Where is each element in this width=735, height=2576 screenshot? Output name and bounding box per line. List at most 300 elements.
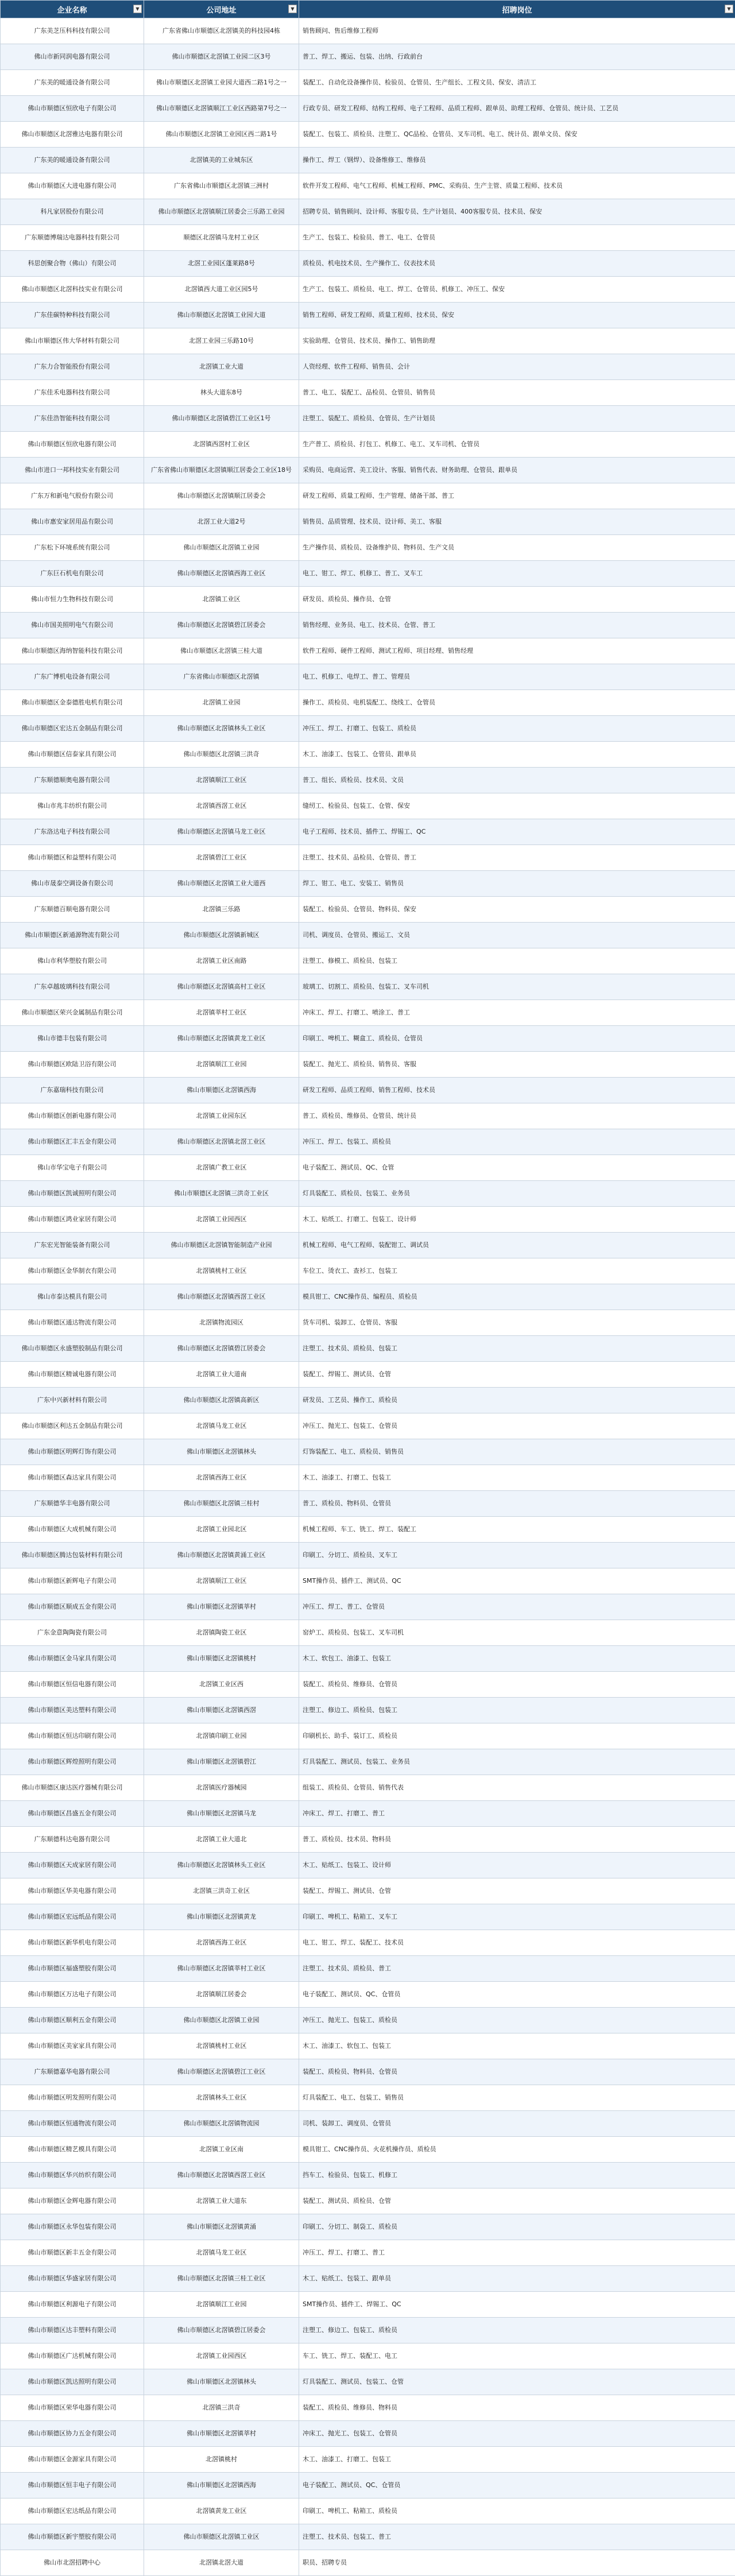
address-cell[interactable]: 北滘镇陶瓷工业区 [144, 1620, 299, 1646]
positions-cell[interactable]: 装配工、抛光工、质检员、销售员、客服 [299, 1052, 735, 1078]
company-cell[interactable]: 佛山市顺德区伟大华材料有限公司 [1, 328, 144, 354]
positions-cell[interactable]: 注塑工、修边工、包装工、质检员 [299, 2318, 735, 2343]
company-cell[interactable]: 广东佳碳特种科技有限公司 [1, 303, 144, 328]
positions-cell[interactable]: 生产操作员、质检员、设备维护员、物料员、生产文员 [299, 535, 735, 561]
address-cell[interactable]: 北滘镇西海工业区 [144, 1930, 299, 1956]
positions-cell[interactable]: 模具钳工、CNC操作员、火花机操作员、质检员 [299, 2137, 735, 2163]
company-cell[interactable]: 佛山市顺德区凯诚照明有限公司 [1, 1181, 144, 1207]
company-cell[interactable]: 佛山市顺德区恒欣电器有限公司 [1, 432, 144, 458]
address-cell[interactable]: 佛山市顺德区北滘镇碧江 [144, 1749, 299, 1775]
address-cell[interactable]: 北滘镇三洪奇工业区 [144, 1878, 299, 1904]
address-cell[interactable]: 北滘镇医疗器械园 [144, 1775, 299, 1801]
positions-cell[interactable]: 普工、质检员、维修员、仓管员、统计员 [299, 1103, 735, 1129]
positions-cell[interactable]: 装配工、质检员、物料员、仓管员 [299, 2059, 735, 2085]
positions-cell[interactable]: 冲压工、抛光工、包装工、仓管员 [299, 1413, 735, 1439]
address-cell[interactable]: 北滘镇桃村 [144, 2447, 299, 2473]
positions-cell[interactable]: 研发员、工艺员、操作工、质检员 [299, 1388, 735, 1413]
positions-cell[interactable]: 电工、机修工、电焊工、普工、管理员 [299, 664, 735, 690]
company-cell[interactable]: 佛山市顺德区恒达印刷有限公司 [1, 1723, 144, 1749]
positions-cell[interactable]: 机械工程师、电气工程师、装配钳工、调试员 [299, 1233, 735, 1258]
address-cell[interactable]: 北滘镇顺江居委会 [144, 1982, 299, 2008]
company-cell[interactable]: 佛山市顺德区精诚电器有限公司 [1, 1362, 144, 1388]
company-cell[interactable]: 广东中兴新材料有限公司 [1, 1388, 144, 1413]
company-cell[interactable]: 佛山市顺德区通达物流有限公司 [1, 1310, 144, 1336]
address-cell[interactable]: 佛山市顺德区北滘镇西海 [144, 2473, 299, 2498]
company-cell[interactable]: 佛山市顺德区万达电子有限公司 [1, 1982, 144, 2008]
address-cell[interactable]: 北滘镇工业园东区 [144, 1103, 299, 1129]
positions-cell[interactable]: 注塑工、技术员、品检员、仓管员、普工 [299, 845, 735, 871]
company-cell[interactable]: 广东宏光智能装备有限公司 [1, 1233, 144, 1258]
company-cell[interactable]: 广东洛达电子科技有限公司 [1, 819, 144, 845]
positions-cell[interactable]: 冲压工、抛光工、包装工、质检员 [299, 2008, 735, 2033]
address-cell[interactable]: 佛山市顺德区北滘镇三桂工业区 [144, 2266, 299, 2292]
company-cell[interactable]: 佛山市顺德区辉煌照明有限公司 [1, 1749, 144, 1775]
company-cell[interactable]: 佛山市顺德区和益塑料有限公司 [1, 845, 144, 871]
company-cell[interactable]: 广东美的暖通设备有限公司 [1, 148, 144, 173]
company-cell[interactable]: 佛山市国美照明电气有限公司 [1, 613, 144, 638]
address-cell[interactable]: 佛山市顺德区北滘镇工业园区西二路1号 [144, 122, 299, 148]
company-cell[interactable]: 广东巨石机电有限公司 [1, 561, 144, 587]
address-cell[interactable]: 佛山市顺德区北滘镇桃村 [144, 1646, 299, 1672]
company-cell[interactable]: 佛山市顺德区金源家具有限公司 [1, 2447, 144, 2473]
address-cell[interactable]: 北滘镇工业大道北 [144, 1827, 299, 1853]
filter-dropdown-icon[interactable]: ▼ [725, 5, 733, 13]
address-cell[interactable]: 北滘镇物流园区 [144, 1310, 299, 1336]
company-cell[interactable]: 佛山市顺德区顺成五金有限公司 [1, 1594, 144, 1620]
company-cell[interactable]: 佛山市新同润电器有限公司 [1, 44, 144, 70]
positions-cell[interactable]: 印刷工、分切工、质检员、叉车工 [299, 1543, 735, 1568]
address-cell[interactable]: 北滘镇工业大道东 [144, 2188, 299, 2214]
positions-cell[interactable]: 生产工、包装工、质检员、电工、焊工、仓管员、机修工、冲压工、保安 [299, 277, 735, 303]
positions-cell[interactable]: 装配工、质检员、维修员、仓管员 [299, 1672, 735, 1698]
positions-cell[interactable]: 普工、质检员、技术员、物料员 [299, 1827, 735, 1853]
company-cell[interactable]: 佛山市顺德区宏达五金制品有限公司 [1, 716, 144, 742]
address-cell[interactable]: 北滘镇三乐路 [144, 897, 299, 923]
company-cell[interactable]: 广东佳浩智能科技有限公司 [1, 406, 144, 432]
address-cell[interactable]: 佛山市顺德区北滘镇碧江工业区 [144, 2059, 299, 2085]
company-cell[interactable]: 佛山市惠安家居用品有限公司 [1, 509, 144, 535]
address-cell[interactable]: 北滘镇工业园西区 [144, 1207, 299, 1233]
address-cell[interactable]: 北滘镇西海工业区 [144, 1465, 299, 1491]
address-cell[interactable]: 佛山市顺德区北滘镇三桂大道 [144, 638, 299, 664]
address-cell[interactable]: 北滘镇马龙工业区 [144, 1413, 299, 1439]
address-cell[interactable]: 北滘镇林头工业区 [144, 2085, 299, 2111]
company-cell[interactable]: 佛山市顺德区大成机械有限公司 [1, 1517, 144, 1543]
positions-cell[interactable]: 灯具装配工、测试员、包装工、仓管 [299, 2369, 735, 2395]
company-cell[interactable]: 佛山市德丰包装有限公司 [1, 1026, 144, 1052]
positions-cell[interactable]: 冲压工、焊工、普工、仓管员 [299, 1594, 735, 1620]
positions-cell[interactable]: 注塑工、技术员、质检员、普工 [299, 1956, 735, 1982]
positions-cell[interactable]: 招聘专员、销售顾问、设计师、客服专员、生产计划员、400客服专员、技术员、保安 [299, 199, 735, 225]
positions-cell[interactable]: 销售经理、业务员、电工、技术员、仓管、普工 [299, 613, 735, 638]
address-cell[interactable]: 佛山市顺德区北滘镇林头 [144, 2369, 299, 2395]
company-cell[interactable]: 佛山市顺德区宏达纸品有限公司 [1, 2498, 144, 2524]
address-cell[interactable]: 北滘镇工业园西区 [144, 2343, 299, 2369]
positions-cell[interactable]: 软件开发工程师、电气工程师、机械工程师、PMC、采购员、生产主管、质量工程师、技术员 [299, 173, 735, 199]
address-cell[interactable]: 佛山市顺德区北滘镇工业大道西 [144, 871, 299, 897]
filter-dropdown-icon[interactable]: ▼ [133, 5, 142, 13]
company-cell[interactable]: 佛山市顺德区北滘科技实业有限公司 [1, 277, 144, 303]
positions-cell[interactable]: 印刷工、分切工、制袋工、质检员 [299, 2214, 735, 2240]
address-cell[interactable]: 佛山市顺德区北滘镇莘村 [144, 2421, 299, 2447]
company-cell[interactable]: 佛山市顺德区金辉电器有限公司 [1, 2188, 144, 2214]
address-cell[interactable]: 佛山市顺德区北滘镇工业园 [144, 2008, 299, 2033]
address-cell[interactable]: 佛山市顺德区北滘镇北滘工业区 [144, 1129, 299, 1155]
filter-dropdown-icon[interactable]: ▼ [288, 5, 297, 13]
company-cell[interactable]: 广东卓越玻璃科技有限公司 [1, 974, 144, 1000]
positions-cell[interactable]: 注塑工、修边工、质检员、包装工 [299, 1698, 735, 1723]
address-cell[interactable]: 北滘镇工业区 [144, 587, 299, 613]
address-cell[interactable]: 佛山市顺德区北滘镇黄龙 [144, 1904, 299, 1930]
company-cell[interactable]: 广东美的暖通设备有限公司 [1, 70, 144, 96]
positions-cell[interactable]: 生产普工、质检员、打包工、机修工、电工、叉车司机、仓管员 [299, 432, 735, 458]
address-cell[interactable]: 北滘镇顺江工业区 [144, 768, 299, 793]
positions-cell[interactable]: 印刷工、啤机工、糊盒工、质检员、仓管员 [299, 1026, 735, 1052]
positions-cell[interactable]: 缝纫工、检验员、包装工、仓管、保安 [299, 793, 735, 819]
company-cell[interactable]: 佛山市泰达模具有限公司 [1, 1284, 144, 1310]
positions-cell[interactable]: 冲压工、焊工、打磨工、包装工、质检员 [299, 716, 735, 742]
positions-cell[interactable]: 木工、软包工、油漆工、包装工 [299, 1646, 735, 1672]
address-cell[interactable]: 北滘镇工业园 [144, 690, 299, 716]
positions-cell[interactable]: 注塑工、技术员、包装工、普工 [299, 2524, 735, 2550]
address-cell[interactable]: 佛山市顺德区北滘镇碧江居委会 [144, 613, 299, 638]
company-cell[interactable]: 广东顺德顺奥电器有限公司 [1, 768, 144, 793]
positions-cell[interactable]: 电子装配工、测试员、QC、仓管员 [299, 1982, 735, 2008]
positions-cell[interactable]: 木工、贴纸工、打磨工、包装工、设计师 [299, 1207, 735, 1233]
company-cell[interactable]: 佛山市顺德区凯达照明有限公司 [1, 2369, 144, 2395]
company-cell[interactable]: 科思创聚合物（佛山）有限公司 [1, 251, 144, 277]
address-cell[interactable]: 佛山市顺德区北滘镇碧江工业区1号 [144, 406, 299, 432]
company-cell[interactable]: 佛山市顺德区天成家居有限公司 [1, 1853, 144, 1878]
positions-cell[interactable]: 销售顾问、售后维修工程师 [299, 18, 735, 44]
positions-cell[interactable]: 注塑工、修模工、质检员、包装工 [299, 948, 735, 974]
positions-cell[interactable]: 注塑工、技术员、质检员、包装工 [299, 1336, 735, 1362]
company-cell[interactable]: 佛山市顺德区华盛家居有限公司 [1, 2266, 144, 2292]
company-cell[interactable]: 佛山市顺德区明发照明有限公司 [1, 2085, 144, 2111]
positions-cell[interactable]: 普工、组长、质检员、技术员、文员 [299, 768, 735, 793]
company-cell[interactable]: 佛山市利华塑胶有限公司 [1, 948, 144, 974]
company-cell[interactable]: 佛山市顺德区恒丰电子有限公司 [1, 2473, 144, 2498]
address-cell[interactable]: 佛山市顺德区北滘镇林头 [144, 1439, 299, 1465]
positions-cell[interactable]: 木工、油漆工、打磨工、包装工 [299, 1465, 735, 1491]
positions-cell[interactable]: 模具钳工、CNC操作员、编程员、质检员 [299, 1284, 735, 1310]
positions-cell[interactable]: 木工、油漆工、软包工、包装工 [299, 2033, 735, 2059]
positions-cell[interactable]: 木工、贴纸工、包装工、设计师 [299, 1853, 735, 1878]
address-cell[interactable]: 北滘镇莘村工业区 [144, 1000, 299, 1026]
company-cell[interactable]: 佛山市顺德区森达家具有限公司 [1, 1465, 144, 1491]
address-cell[interactable]: 佛山市顺德区北滘镇西滘工业区 [144, 1284, 299, 1310]
address-cell[interactable]: 佛山市顺德区北滘镇西滘 [144, 1698, 299, 1723]
positions-cell[interactable]: 印刷工、啤机工、粘箱工、叉车工 [299, 1904, 735, 1930]
positions-cell[interactable]: 灯饰装配工、电工、质检员、销售员 [299, 1439, 735, 1465]
positions-cell[interactable]: 冲床工、焊工、打磨工、普工 [299, 1801, 735, 1827]
address-cell[interactable]: 北滘镇广教工业区 [144, 1155, 299, 1181]
address-cell[interactable]: 佛山市顺德区北滘镇三洪奇 [144, 742, 299, 768]
company-cell[interactable]: 佛山市恒力生物科技有限公司 [1, 587, 144, 613]
company-cell[interactable]: 佛山市顺德区欧陆卫浴有限公司 [1, 1052, 144, 1078]
positions-cell[interactable]: 灯具装配工、测试员、包装工、业务员 [299, 1749, 735, 1775]
positions-cell[interactable]: 研发工程师、质量工程师、生产管理、储备干部、普工 [299, 483, 735, 509]
company-cell[interactable]: 佛山市顺德区恒信电器有限公司 [1, 1672, 144, 1698]
address-cell[interactable]: 北滘镇顺江工业园 [144, 1052, 299, 1078]
address-cell[interactable]: 北滘镇工业区西 [144, 1672, 299, 1698]
positions-cell[interactable]: 操作工、质检员、电机装配工、绕线工、仓管员 [299, 690, 735, 716]
company-cell[interactable]: 佛山市华宝电子有限公司 [1, 1155, 144, 1181]
company-cell[interactable]: 佛山市顺德区精艺模具有限公司 [1, 2137, 144, 2163]
address-cell[interactable]: 北滘镇工业区南 [144, 2137, 299, 2163]
company-cell[interactable]: 佛山市顺德区昌盛五金有限公司 [1, 1801, 144, 1827]
company-cell[interactable]: 佛山市晟泰空调设备有限公司 [1, 871, 144, 897]
positions-cell[interactable]: 木工、油漆工、打磨工、包装工 [299, 2447, 735, 2473]
address-cell[interactable]: 北滘镇北滘大道 [144, 2550, 299, 2576]
positions-cell[interactable]: SMT操作员、插件工、测试员、QC [299, 1568, 735, 1594]
positions-cell[interactable]: 装配工、焊锡工、测试员、仓管 [299, 1878, 735, 1904]
address-cell[interactable]: 佛山市顺德区北滘镇黄涌工业区 [144, 1543, 299, 1568]
positions-cell[interactable]: 司机、调度员、仓管员、搬运工、文员 [299, 923, 735, 948]
company-cell[interactable]: 广东金意陶陶瓷有限公司 [1, 1620, 144, 1646]
address-cell[interactable]: 北滘镇工业大道 [144, 354, 299, 380]
positions-cell[interactable]: 销售员、品质管理、技术员、设计师、美工、客服 [299, 509, 735, 535]
positions-cell[interactable]: 采购员、电商运营、美工设计、客服、销售代表、财务助理、仓管员、跟单员 [299, 458, 735, 483]
address-cell[interactable]: 佛山市顺德区北滘镇三桂村 [144, 1491, 299, 1517]
address-cell[interactable]: 顺德区北滘镇马龙村工业区 [144, 225, 299, 251]
address-cell[interactable]: 佛山市顺德区北滘镇林头工业区 [144, 1853, 299, 1878]
address-cell[interactable]: 北滘镇西滘村工业区 [144, 432, 299, 458]
company-cell[interactable]: 佛山市顺德区信泰家具有限公司 [1, 742, 144, 768]
positions-cell[interactable]: 玻璃工、切割工、质检员、包装工、叉车司机 [299, 974, 735, 1000]
company-cell[interactable]: 佛山市顺德区宏远纸品有限公司 [1, 1904, 144, 1930]
address-cell[interactable]: 北滘镇西大道工业区园5号 [144, 277, 299, 303]
address-cell[interactable]: 佛山市顺德区北滘镇工业园 [144, 535, 299, 561]
company-cell[interactable]: 广东顺德科达电器有限公司 [1, 1827, 144, 1853]
company-cell[interactable]: 佛山市顺德区恒欣电子有限公司 [1, 96, 144, 122]
company-cell[interactable]: 佛山市顺德区明辉灯饰有限公司 [1, 1439, 144, 1465]
address-cell[interactable]: 佛山市顺德区北滘镇西滘工业区 [144, 2163, 299, 2188]
company-cell[interactable]: 科凡家居股份有限公司 [1, 199, 144, 225]
positions-cell[interactable]: 研发工程师、品质工程师、销售工程师、技术员 [299, 1078, 735, 1103]
positions-cell[interactable]: 质检员、机电技术员、生产操作工、仪表技术员 [299, 251, 735, 277]
positions-cell[interactable]: 电子装配工、测试员、QC、仓管员 [299, 2473, 735, 2498]
address-cell[interactable]: 佛山市顺德区北滘镇西海工业区 [144, 561, 299, 587]
positions-cell[interactable]: 销售工程师、研发工程师、质量工程师、技术员、保安 [299, 303, 735, 328]
address-cell[interactable]: 北滘镇桃村工业区 [144, 2033, 299, 2059]
positions-cell[interactable]: 普工、电工、装配工、品检员、仓管员、销售员 [299, 380, 735, 406]
positions-cell[interactable]: 电工、钳工、焊工、机修工、普工、叉车工 [299, 561, 735, 587]
positions-cell[interactable]: 普工、焊工、搬运、包装、出纳、行政前台 [299, 44, 735, 70]
address-cell[interactable]: 佛山市顺德区北滘镇工业园大道 [144, 303, 299, 328]
positions-cell[interactable]: 灯具装配工、电工、包装工、销售员 [299, 2085, 735, 2111]
positions-cell[interactable]: 电工、钳工、焊工、装配工、技术员 [299, 1930, 735, 1956]
company-cell[interactable]: 佛山市顺德区达丰塑料有限公司 [1, 2318, 144, 2343]
positions-cell[interactable]: SMT操作员、插件工、焊锡工、QC [299, 2292, 735, 2318]
positions-cell[interactable]: 焊工、钳工、电工、安装工、销售员 [299, 871, 735, 897]
positions-cell[interactable]: 装配工、质检员、维修员、物料员 [299, 2395, 735, 2421]
company-cell[interactable]: 佛山市顺德区海纳智能科技有限公司 [1, 638, 144, 664]
positions-cell[interactable]: 司机、装卸工、调度员、仓管员 [299, 2111, 735, 2137]
address-cell[interactable]: 北滘镇碧江工业区 [144, 845, 299, 871]
address-cell[interactable]: 佛山市顺德区北滘镇高村工业区 [144, 974, 299, 1000]
positions-cell[interactable]: 冲床工、抛光工、包装工、仓管员 [299, 2421, 735, 2447]
company-cell[interactable]: 广东松下环境系统有限公司 [1, 535, 144, 561]
address-cell[interactable]: 佛山市顺德区北滘镇顺江居委会三乐路工业园 [144, 199, 299, 225]
company-cell[interactable]: 广东力合智能股份有限公司 [1, 354, 144, 380]
address-cell[interactable]: 北滘镇印刷工业园 [144, 1723, 299, 1749]
company-cell[interactable]: 广东顺德百顺电器有限公司 [1, 897, 144, 923]
company-cell[interactable]: 佛山市顺德区永盛塑胶制品有限公司 [1, 1336, 144, 1362]
company-cell[interactable]: 广东顺德嘉华电器有限公司 [1, 2059, 144, 2085]
company-cell[interactable]: 佛山市顺德区荣华电器有限公司 [1, 2395, 144, 2421]
company-cell[interactable]: 佛山市顺德区永华包装有限公司 [1, 2214, 144, 2240]
positions-cell[interactable]: 人资经理、软件工程师、销售员、会计 [299, 354, 735, 380]
company-cell[interactable]: 佛山市顺德区利源电子有限公司 [1, 2292, 144, 2318]
company-cell[interactable]: 佛山市顺德区恒通物流有限公司 [1, 2111, 144, 2137]
company-cell[interactable]: 佛山市顺德区荣兴金属制品有限公司 [1, 1000, 144, 1026]
positions-cell[interactable]: 注塑工、装配工、质检员、仓管员、生产计划员 [299, 406, 735, 432]
address-cell[interactable]: 广东省佛山市顺德区北滘镇顺江居委会工业区18号 [144, 458, 299, 483]
address-cell[interactable]: 北滘工业园三乐路10号 [144, 328, 299, 354]
positions-cell[interactable]: 装配工、自动化设备操作员、检验员、仓管员、生产组长、工程文员、保安、清洁工 [299, 70, 735, 96]
company-cell[interactable]: 佛山市顺德区新丰五金有限公司 [1, 2240, 144, 2266]
company-cell[interactable]: 广东广博机电设备有限公司 [1, 664, 144, 690]
company-cell[interactable]: 佛山市顺德区利达五金制品有限公司 [1, 1413, 144, 1439]
positions-cell[interactable]: 木工、贴纸工、包装工、跟单员 [299, 2266, 735, 2292]
address-cell[interactable]: 佛山市顺德区北滘镇黄龙工业区 [144, 1026, 299, 1052]
positions-cell[interactable]: 印刷机长、助手、装订工、质检员 [299, 1723, 735, 1749]
company-cell[interactable]: 佛山市顺德区金泰德胜电机有限公司 [1, 690, 144, 716]
address-cell[interactable]: 北滘镇工业大道南 [144, 1362, 299, 1388]
company-cell[interactable]: 佛山市顺德区美达塑料有限公司 [1, 1698, 144, 1723]
positions-cell[interactable]: 冲床工、焊工、打磨工、喷涂工、普工 [299, 1000, 735, 1026]
company-cell[interactable]: 佛山市顺德区康达医疗器械有限公司 [1, 1775, 144, 1801]
address-cell[interactable]: 佛山市顺德区北滘镇工业园大道西二路1号之一 [144, 70, 299, 96]
company-cell[interactable]: 广东顺德博瑞达电器科技有限公司 [1, 225, 144, 251]
address-cell[interactable]: 佛山市顺德区北滘镇林头工业区 [144, 716, 299, 742]
positions-cell[interactable]: 职员、招聘专员 [299, 2550, 735, 2576]
company-cell[interactable]: 广东顺德华丰电器有限公司 [1, 1491, 144, 1517]
positions-cell[interactable]: 装配工、测试员、质检员、仓管 [299, 2188, 735, 2214]
company-cell[interactable]: 佛山市进口一邦科技实业有限公司 [1, 458, 144, 483]
company-cell[interactable]: 佛山市顺德区华兴纺织有限公司 [1, 2163, 144, 2188]
address-cell[interactable]: 佛山市顺德区北滘镇马龙工业区 [144, 819, 299, 845]
positions-cell[interactable]: 冲压工、焊工、打磨工、普工 [299, 2240, 735, 2266]
address-cell[interactable]: 北滘镇黄龙工业区 [144, 2498, 299, 2524]
address-cell[interactable]: 广东省佛山市顺德区北滘镇 [144, 664, 299, 690]
address-cell[interactable]: 佛山市顺德区北滘镇碧江居委会 [144, 1336, 299, 1362]
address-cell[interactable]: 广东省佛山市顺德区北滘镇美的科技园4栋 [144, 18, 299, 44]
company-cell[interactable]: 佛山市顺德区新宇塑胶有限公司 [1, 2524, 144, 2550]
company-cell[interactable]: 佛山市顺德区协力五金有限公司 [1, 2421, 144, 2447]
company-cell[interactable]: 佛山市顺德区鸿业家居有限公司 [1, 1207, 144, 1233]
company-cell[interactable]: 佛山市顺德区北滘雅达电器有限公司 [1, 122, 144, 148]
address-cell[interactable]: 佛山市顺德区北滘镇物流园 [144, 2111, 299, 2137]
address-cell[interactable]: 佛山市顺德区北滘镇马龙 [144, 1801, 299, 1827]
address-cell[interactable]: 广东省佛山市顺德区北滘镇三洲村 [144, 173, 299, 199]
address-cell[interactable]: 北滘镇工业区南路 [144, 948, 299, 974]
company-cell[interactable]: 佛山市顺德区新辉电子有限公司 [1, 1568, 144, 1594]
address-cell[interactable]: 北滘工业大道2号 [144, 509, 299, 535]
positions-cell[interactable]: 灯具装配工、质检员、包装工、业务员 [299, 1181, 735, 1207]
positions-cell[interactable]: 印刷工、啤机工、粘箱工、质检员 [299, 2498, 735, 2524]
positions-cell[interactable]: 生产工、包装工、检验员、普工、电工、仓管员 [299, 225, 735, 251]
company-cell[interactable]: 佛山市顺德区金马家具有限公司 [1, 1646, 144, 1672]
company-cell[interactable]: 佛山市顺德区新通源物流有限公司 [1, 923, 144, 948]
positions-cell[interactable]: 机械工程师、车工、铣工、焊工、装配工 [299, 1517, 735, 1543]
positions-cell[interactable]: 装配工、焊锡工、测试员、仓管 [299, 1362, 735, 1388]
positions-cell[interactable]: 装配工、包装工、质检员、注塑工、QC品检、仓管员、叉车司机、电工、统计员、跟单文员、保安 [299, 122, 735, 148]
address-cell[interactable]: 佛山市顺德区北滘镇莘村 [144, 1594, 299, 1620]
positions-cell[interactable]: 货车司机、装卸工、仓管员、客服 [299, 1310, 735, 1336]
address-cell[interactable]: 佛山市顺德区北滘镇工业区 [144, 2524, 299, 2550]
company-cell[interactable]: 佛山市顺德区顺利五金有限公司 [1, 2008, 144, 2033]
address-cell[interactable]: 北滘镇顺江工业园 [144, 2292, 299, 2318]
address-cell[interactable]: 北滘镇美的工业城东区 [144, 148, 299, 173]
company-cell[interactable]: 佛山市顺德区创新电器有限公司 [1, 1103, 144, 1129]
company-cell[interactable]: 佛山市顺德区华美电器有限公司 [1, 1878, 144, 1904]
address-cell[interactable]: 佛山市顺德区北滘镇莘村工业区 [144, 1956, 299, 1982]
positions-cell[interactable]: 车位工、烫衣工、查衫工、包装工 [299, 1258, 735, 1284]
positions-cell[interactable]: 普工、质检员、物料员、仓管员 [299, 1491, 735, 1517]
positions-cell[interactable]: 电子装配工、测试员、QC、仓管 [299, 1155, 735, 1181]
company-cell[interactable]: 广东万和新电气股份有限公司 [1, 483, 144, 509]
positions-cell[interactable]: 冲压工、焊工、包装工、质检员 [299, 1129, 735, 1155]
address-cell[interactable]: 佛山市顺德区北滘镇黄涌 [144, 2214, 299, 2240]
positions-cell[interactable]: 电子工程师、技术员、插件工、焊锡工、QC [299, 819, 735, 845]
company-cell[interactable]: 佛山市顺德区美家家具有限公司 [1, 2033, 144, 2059]
positions-cell[interactable]: 挡车工、检验员、包装工、机修工 [299, 2163, 735, 2188]
address-cell[interactable]: 佛山市顺德区北滘镇智能制造产业园 [144, 1233, 299, 1258]
company-cell[interactable]: 佛山市顺德区汇丰五金有限公司 [1, 1129, 144, 1155]
positions-cell[interactable]: 研发员、质检员、操作员、仓管 [299, 587, 735, 613]
positions-cell[interactable]: 行政专员、研发工程师、结构工程师、电子工程师、品质工程师、跟单员、助理工程师、仓管员、统计员、工艺员 [299, 96, 735, 122]
positions-cell[interactable]: 装配工、检验员、仓管员、物料员、保安 [299, 897, 735, 923]
positions-cell[interactable]: 窑炉工、质检员、包装工、叉车司机 [299, 1620, 735, 1646]
company-cell[interactable]: 佛山市顺德区金华制衣有限公司 [1, 1258, 144, 1284]
company-cell[interactable]: 佛山市顺德区腾达包装材料有限公司 [1, 1543, 144, 1568]
address-cell[interactable]: 佛山市顺德区北滘镇高新区 [144, 1388, 299, 1413]
address-cell[interactable]: 佛山市顺德区北滘镇顺江工业区西路第7号之一 [144, 96, 299, 122]
positions-cell[interactable]: 组装工、质检员、仓管员、销售代表 [299, 1775, 735, 1801]
address-cell[interactable]: 北滘镇桃村工业区 [144, 1258, 299, 1284]
positions-cell[interactable]: 车工、铣工、焊工、装配工、电工 [299, 2343, 735, 2369]
company-cell[interactable]: 佛山市顺德区广达机械有限公司 [1, 2343, 144, 2369]
company-cell[interactable]: 佛山市顺德区福盛塑胶有限公司 [1, 1956, 144, 1982]
address-cell[interactable]: 佛山市顺德区北滘镇三洪奇工业区 [144, 1181, 299, 1207]
address-cell[interactable]: 佛山市顺德区北滘镇工业园二区3号 [144, 44, 299, 70]
address-cell[interactable]: 北滘镇马龙工业区 [144, 2240, 299, 2266]
address-cell[interactable]: 林头大道东8号 [144, 380, 299, 406]
company-cell[interactable]: 佛山市北滘招聘中心 [1, 2550, 144, 2576]
positions-cell[interactable]: 木工、油漆工、包装工、仓管员、跟单员 [299, 742, 735, 768]
positions-cell[interactable]: 操作工、焊工（钢焊）、设备维修工、维修员 [299, 148, 735, 173]
company-cell[interactable]: 佛山市顺德区大进电器有限公司 [1, 173, 144, 199]
address-cell[interactable]: 北滘镇三洪奇 [144, 2395, 299, 2421]
positions-cell[interactable]: 实验助理、仓管员、技术员、操作工、销售助理 [299, 328, 735, 354]
company-cell[interactable]: 广东嘉瑞科技有限公司 [1, 1078, 144, 1103]
address-cell[interactable]: 北滘镇顺江工业区 [144, 1568, 299, 1594]
address-cell[interactable]: 佛山市顺德区北滘镇新城区 [144, 923, 299, 948]
address-cell[interactable]: 佛山市顺德区北滘镇碧江居委会 [144, 2318, 299, 2343]
address-cell[interactable]: 北滘镇西滘工业区 [144, 793, 299, 819]
address-cell[interactable]: 佛山市顺德区北滘镇顺江居委会 [144, 483, 299, 509]
company-cell[interactable]: 广东佳禾电器科技有限公司 [1, 380, 144, 406]
address-cell[interactable]: 佛山市顺德区北滘镇西海 [144, 1078, 299, 1103]
company-cell[interactable]: 广东美芝压科科技有限公司 [1, 18, 144, 44]
positions-cell[interactable]: 软件工程师、硬件工程师、测试工程师、项目经理、销售经理 [299, 638, 735, 664]
company-cell[interactable]: 佛山市兆丰纺织有限公司 [1, 793, 144, 819]
address-cell[interactable]: 北滘镇工业园北区 [144, 1517, 299, 1543]
company-cell[interactable]: 佛山市顺德区新华机电有限公司 [1, 1930, 144, 1956]
address-cell[interactable]: 北滘工业园区蓬莱路8号 [144, 251, 299, 277]
